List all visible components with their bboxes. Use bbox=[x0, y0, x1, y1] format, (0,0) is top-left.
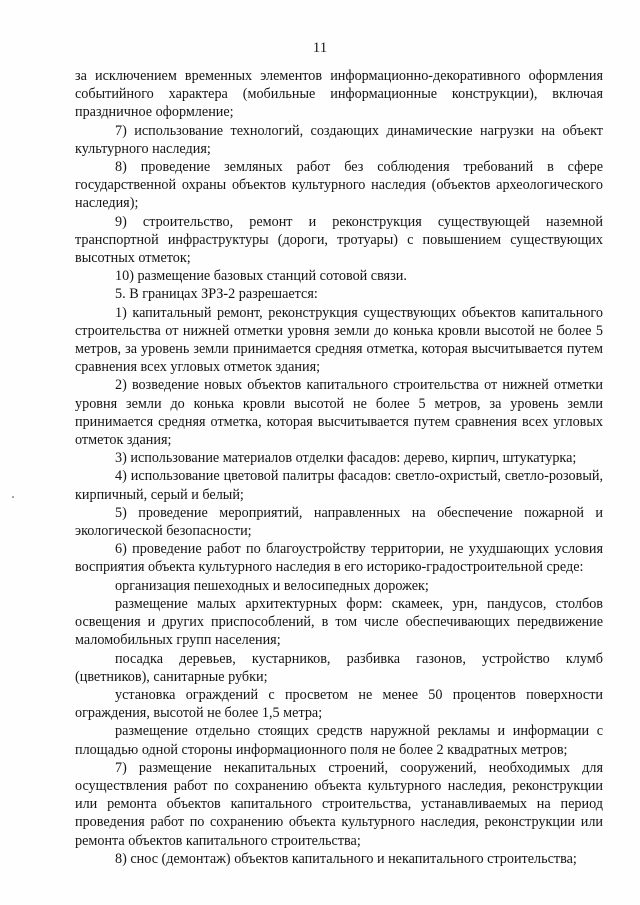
paragraph: 10) размещение базовых станций сотовой связи. bbox=[115, 268, 407, 285]
paragraph: организация пешеходных и велосипедных дорожек; bbox=[115, 577, 429, 594]
paragraph: установка ограждений с просветом не менее 50 процентов поверхности ограждения, высотой не более 1,5 метра; bbox=[75, 686, 603, 722]
paragraph: 6) проведение работ по благоустройству территории, не ухудшающих условия восприятия объекта культурного наследия в его историко-градостроительной среде: bbox=[75, 541, 603, 576]
paragraph: 1) капитальный ремонт, реконструкция существующих объектов капитального строительства от нижней отметки уровня земли до конька кровли высотой не более 5 метров, за уровень земли принимается средняя отметка, которая высчитывается путем сравнения всех угловых отметок здания; bbox=[75, 304, 603, 376]
paragraph: размещение малых архитектурных форм: скамеек, урн, пандусов, столбов освещения и других приспособлений, в том числе обеспечивающих передвижение маломобильных групп населения; bbox=[75, 595, 603, 649]
paragraph: 4) использование цветовой палитры фасадов: светло-охристый, светло-розовый, кирпичный, серый и белый; bbox=[75, 468, 603, 503]
paragraph: размещение отдельно стоящих средств наружной рекламы и информации с площадью одной стороны информационного поля не более 2 квадратных метров; bbox=[75, 723, 603, 758]
paragraph: за исключением временных элементов информационно-декоративного оформления событийного характера (мобильные информационные конструкции), включая праздничное оформление; bbox=[75, 68, 603, 121]
document-body bbox=[75, 67, 603, 868]
page-number: 11 bbox=[312, 40, 328, 56]
paragraph: 3) использование материалов отделки фасадов: дерево, кирпич, штукатурка; bbox=[115, 450, 577, 467]
paragraph: посадка деревьев, кустарников, разбивка газонов, устройство клумб (цветников), санитарные рубки; bbox=[75, 650, 603, 685]
paragraph: 9) строительство, ремонт и реконструкция существующей наземной транспортной инфраструктуры (дороги, тротуары) с повышением существующих высотных отметок; bbox=[75, 213, 603, 267]
scan-dot bbox=[12, 496, 14, 498]
paragraph: 7) размещение некапитальных строений, сооружений, необходимых для осуществления работ по сохранению объекта культурного наследия, реконструкции или ремонта объектов капитального строительства, устанавливаемых на период проведения работ по сохранению объекта культурного наследия, реконструкции или ремонта объектов капитального строительства; bbox=[75, 759, 603, 849]
section-heading: 5. В границах ЗРЗ-2 разрешается: bbox=[115, 286, 318, 303]
paragraph: 8) проведение земляных работ без соблюдения требований в сфере государственной охраны объектов культурного наследия (объектов археологического наследия); bbox=[75, 159, 603, 212]
paragraph: 5) проведение мероприятий, направленных на обеспечение пожарной и экологической безопасности; bbox=[75, 504, 603, 540]
paragraph: 8) снос (демонтаж) объектов капитального и некапитального строительства; bbox=[115, 850, 577, 867]
paragraph: 2) возведение новых объектов капитального строительства от нижней отметки уровня земли до конька кровли высотой не более 5 метров, за уровень земли принимается средняя отметка, которая высчитывается путем сравнения всех угловых отметок здания; bbox=[75, 377, 603, 449]
paragraph: 7) использование технологий, создающих динамические нагрузки на объект культурного наследия; bbox=[75, 122, 603, 157]
